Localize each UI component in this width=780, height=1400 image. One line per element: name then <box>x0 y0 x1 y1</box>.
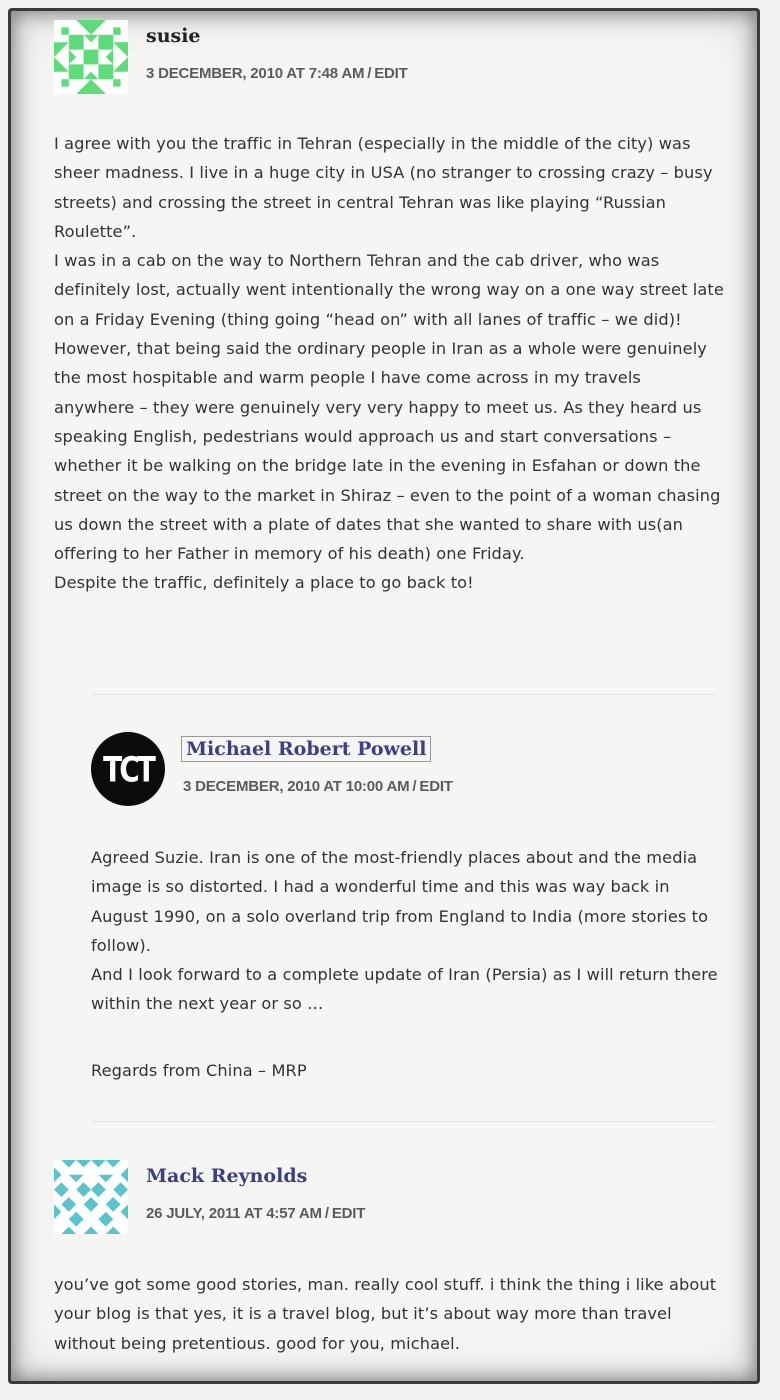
comment-meta <box>146 1205 365 1222</box>
comment-paragraph: I was in a cab on the way to Northern Tehran and the cab driver, who was definitely lost, actually went intentionally the wrong way on a one way street late on a Friday Evening (thing going “head on” with all lanes of traffic – we did)! <box>54 251 724 329</box>
comment-paragraph-spacer <box>91 1019 721 1056</box>
comment-date-link[interactable]: 3 DECEMBER, 2010 AT 10:00 AM <box>183 778 410 795</box>
comment-author: susie <box>146 25 201 47</box>
tct-logo-avatar[interactable] <box>91 732 165 806</box>
comment-paragraph: Agreed Suzie. Iran is one of the most-friendly places about and the media image is so distorted. I had a wonderful time and this was way back in August 1990, on a solo overland trip from England to India (more stories to follow). <box>91 848 709 955</box>
identicon-avatar[interactable] <box>54 20 128 94</box>
comment-paragraph: Despite the traffic, definitely a place to go back to! <box>54 573 474 593</box>
comment-paragraph: you’ve got some good stories, man. really cool stuff. i think the thing i like about your blog is that yes, it is a travel blog, but it’s about way more than travel without being pretentious. good for you, michael. <box>54 1275 717 1353</box>
comment-date-link[interactable]: 3 DECEMBER, 2010 AT 7:48 AM <box>146 65 365 82</box>
comment-paragraph: And I look forward to a complete update of Iran (Persia) as I will return there within the next year or so … <box>91 965 718 1014</box>
edit-link[interactable]: EDIT <box>419 778 453 795</box>
avatar-logo-text: TCT <box>103 748 153 790</box>
edit-link[interactable]: EDIT <box>374 65 408 82</box>
comment-body <box>54 1270 726 1358</box>
meta-separator: / <box>324 1205 329 1222</box>
comment-meta <box>146 65 408 82</box>
comment-divider <box>91 1121 716 1122</box>
edit-link[interactable]: EDIT <box>331 1205 366 1222</box>
comment-paragraph: However, that being said the ordinary people in Iran as a whole were genuinely the most hospitable and warm people I have come across in my travels anywhere – they were genuinely very very happy to meet us. As they heard us speaking English, pedestrians would approach us and start conversations – whether it be walking on the bridge late in the evening in Esfahan or down the street on the way to the market in Shiraz – even to the point of a woman chasing us down the street with a plate of dates that she wanted to share with us(an offering to her Father in memory of his death) one Friday. <box>54 339 721 564</box>
comment-paragraph: I agree with you the traffic in Tehran (especially in the middle of the city) was sheer madness. I live in a huge city in USA (no stranger to crossing crazy – busy streets) and crossing the street in central Tehran was like playing “Russian Roulette”. <box>54 134 713 241</box>
comment-body <box>91 843 721 1085</box>
comment-divider <box>91 694 716 695</box>
identicon-avatar[interactable] <box>54 1160 128 1234</box>
comment-paragraph: Regards from China – MRP <box>91 1060 307 1080</box>
comment-author-link[interactable]: Michael Robert Powell <box>181 736 431 762</box>
meta-separator: / <box>367 65 372 82</box>
comment-date-link[interactable]: 26 JULY, 2011 AT 4:57 AM <box>146 1205 322 1222</box>
comment-meta <box>183 778 453 795</box>
comment-author-link[interactable]: Mack Reynolds <box>146 1165 308 1187</box>
comment-body <box>54 129 726 598</box>
meta-separator: / <box>412 778 417 795</box>
